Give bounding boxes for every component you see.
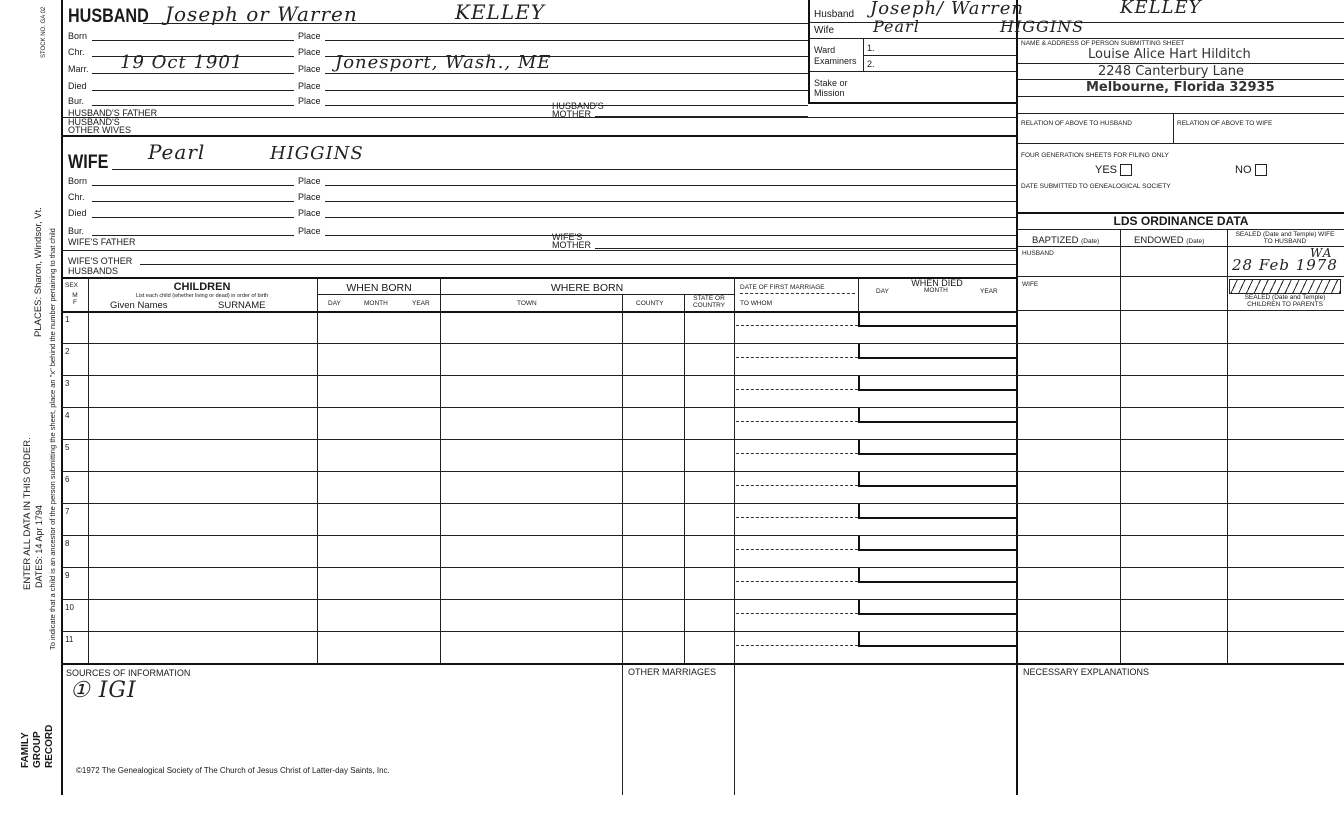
hatched-box: [1229, 279, 1341, 294]
lds-wife-label: WIFE: [1022, 281, 1039, 288]
to-whom-header: TO WHOM: [740, 300, 773, 307]
submitter-city: Melbourne, Florida 32935: [1086, 80, 1275, 95]
rh-line2: [810, 38, 1344, 39]
yes-checkbox[interactable]: YES: [1095, 164, 1132, 176]
given-header: Given Names: [110, 300, 168, 311]
husband-given-name: Joseph or Warren: [165, 2, 358, 26]
row-number: 4: [65, 411, 70, 420]
relation-wife-label: RELATION OF ABOVE TO WIFE: [1177, 120, 1273, 127]
sealed-wife-label: SEALED (Date and Temple) WIFE TO HUSBAND: [1235, 231, 1335, 245]
necessary-explanations-label: NECESSARY EXPLANATIONS: [1023, 667, 1150, 677]
wife-other-husbands-label: WIFE'S OTHER HUSBANDS: [68, 256, 133, 276]
wife-mother-label: WIFE'S MOTHER: [552, 232, 591, 250]
dates-note: DATES: 14 Apr 1794: [34, 505, 44, 588]
list-note: List each child (whether living or dead) in order of birth: [135, 293, 269, 299]
ancestor-note: To indicate that a child is an ancestor of the person submitting the sheet, place an "x" behind the number pertaining to that child: [48, 228, 57, 650]
row-number: 6: [65, 475, 70, 484]
row-number: 3: [65, 379, 70, 388]
wife-surname: HIGGINS: [270, 143, 364, 164]
places-note: PLACES: Sharon, Windsor, Vt.: [33, 207, 44, 337]
lds-husband-label: HUSBAND: [1022, 250, 1054, 257]
rh-wife-given: Pearl: [873, 17, 920, 36]
submitter-name: Louise Alice Hart Hilditch: [1088, 47, 1251, 62]
year-header: YEAR: [412, 300, 430, 307]
date-submitted-label: DATE SUBMITTED TO GENEALOGICAL SOCIETY: [1021, 183, 1171, 190]
rh-wife-surname: HIGGINS: [1000, 17, 1085, 36]
where-born-header: WHERE BORN: [550, 282, 624, 294]
children-header: CHILDREN: [173, 281, 231, 293]
wife-name-line: [112, 169, 1016, 170]
husband-section-bottom: [62, 135, 1016, 137]
rh-bottom: [808, 102, 1016, 104]
rh-ex2: 2.: [867, 59, 875, 69]
rh-wife-label: Wife: [814, 25, 834, 36]
row-number: 8: [65, 539, 70, 548]
county-header: COUNTY: [636, 300, 664, 307]
family-group-record-title: FAMILY GROUP RECORD: [20, 724, 55, 768]
four-gen-label: FOUR GENERATION SHEETS FOR FILING ONLY: [1021, 152, 1169, 159]
submitter-street: 2248 Canterbury Lane: [1098, 64, 1245, 79]
day-header: DAY: [328, 300, 341, 307]
stock-number: STOCK NO. GA 02: [41, 6, 47, 58]
rh-ward-label: Ward: [814, 45, 836, 55]
husband-mother-line: [595, 116, 808, 117]
rh-husband-surname: KELLEY: [1120, 0, 1202, 18]
relation-husband-label: RELATION OF ABOVE TO HUSBAND: [1021, 120, 1132, 127]
sex-header: SEX: [65, 282, 79, 289]
town-header: TOWN: [517, 300, 537, 307]
left-border: [61, 0, 63, 795]
sealed-date: 28 Feb 1978: [1232, 256, 1338, 274]
right-header-left-border: [808, 0, 810, 103]
husband-marriage-place: Jonesport, Wash., ME: [335, 52, 552, 73]
baptized-label: BAPTIZED (Date): [1032, 235, 1100, 246]
submitter-label: NAME & ADDRESS OF PERSON SUBMITTING SHEET: [1021, 40, 1185, 47]
mf-header: M F: [72, 292, 78, 306]
sealed-children-label: SEALED (Date and Temple) CHILDREN TO PARENTS: [1244, 294, 1326, 308]
row-number: 9: [65, 571, 70, 580]
rh-husband-given: Joseph/ Warren: [870, 0, 1024, 19]
row-number: 1: [65, 315, 70, 324]
row-number: 7: [65, 507, 70, 516]
wife-given-name: Pearl: [148, 140, 206, 164]
wife-father-label: WIFE'S FATHER: [68, 237, 136, 247]
surname-header: SURNAME: [218, 300, 266, 311]
sealed-temple: WA: [1310, 246, 1333, 260]
other-marriages-label: OTHER MARRIAGES: [628, 667, 717, 677]
husband-father-label: HUSBAND'S FATHER: [68, 108, 158, 118]
when-died-header: WHEN DIED: [911, 278, 963, 288]
first-marriage-header: DATE OF FIRST MARRIAGE: [740, 284, 825, 291]
husband-heading: HUSBAND: [68, 6, 149, 27]
rh-ex1: 1.: [867, 43, 875, 53]
sources-label: SOURCES OF INFORMATION: [66, 668, 191, 678]
endowed-label: ENDOWED (Date): [1134, 235, 1205, 246]
husband-surname: KELLEY: [455, 0, 545, 24]
no-checkbox[interactable]: NO: [1235, 164, 1267, 176]
row-number: 11: [65, 635, 74, 644]
rh-examiners-label: Examiners: [814, 56, 857, 66]
wife-heading: WIFE: [68, 152, 109, 173]
row-number: 2: [65, 347, 70, 356]
when-born-header: WHEN BORN: [346, 282, 412, 294]
right-section-border: [1016, 0, 1018, 795]
copyright: ©1972 The Genealogical Society of The Church of Jesus Christ of Latter-day Saints, Inc.: [76, 766, 390, 775]
husband-father-line: [62, 117, 1016, 118]
rh-stake-label: Stake or Mission: [814, 78, 848, 98]
rh-ex-line: [863, 55, 1016, 56]
husband-other-wives-label: HUSBAND'S OTHER WIVES: [68, 117, 132, 135]
state-header: STATE OR COUNTRY: [692, 295, 726, 309]
husband-marriage-date: 19 Oct 1901: [120, 52, 244, 73]
rh-husband-label: Husband: [814, 9, 855, 20]
row-number: 5: [65, 443, 70, 452]
rh-line3: [810, 71, 1016, 72]
sources-hand: ① IGI: [70, 678, 137, 703]
husband-mother-label: HUSBAND'S MOTHER: [552, 101, 604, 119]
month-header: MONTH: [364, 300, 388, 307]
enter-all-note: ENTER ALL DATA IN THIS ORDER.: [22, 437, 33, 590]
row-number: 10: [65, 603, 74, 612]
lds-title: LDS ORDINANCE DATA: [1113, 214, 1249, 228]
